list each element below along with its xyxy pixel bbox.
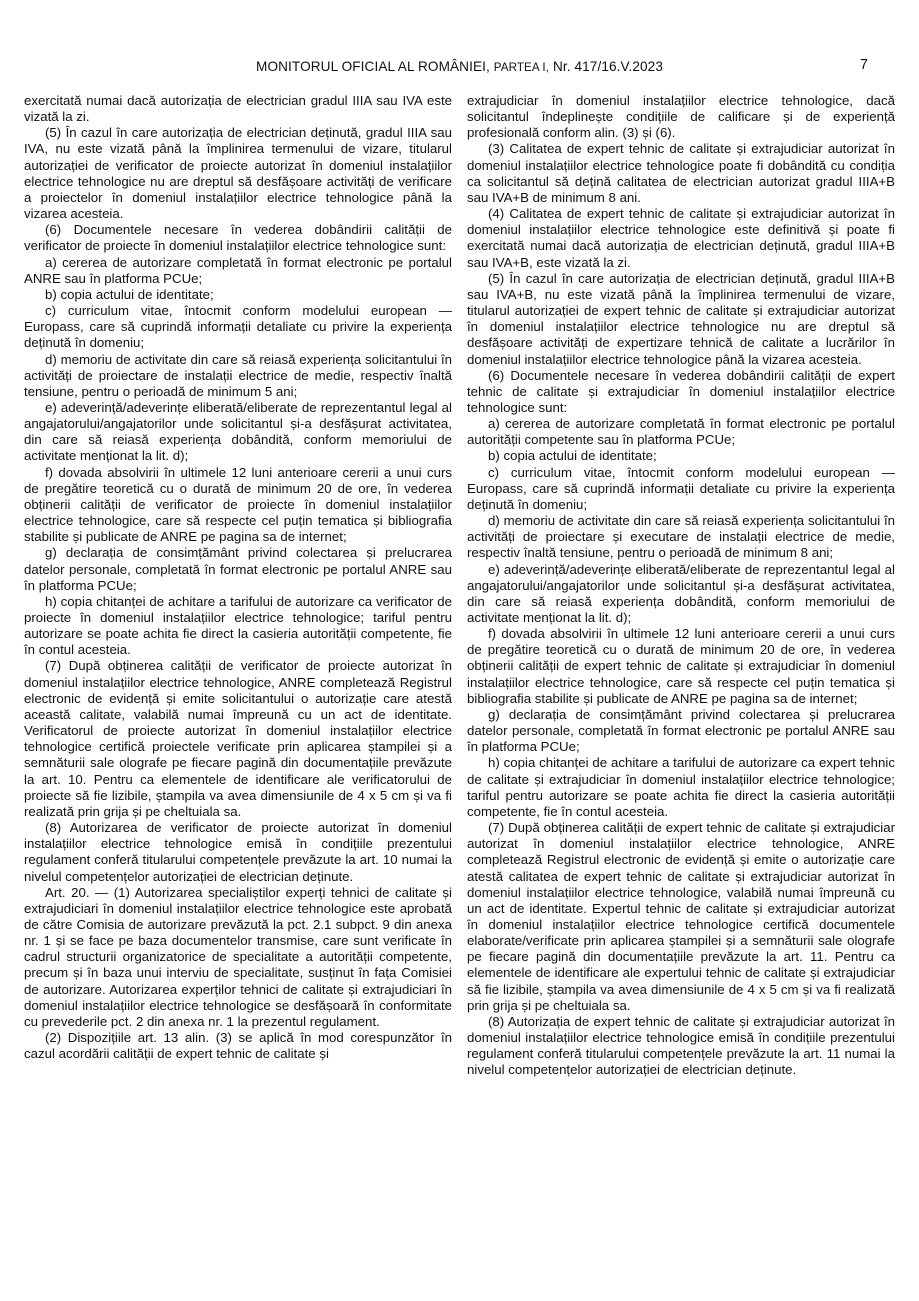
- paragraph: (2) Dispozițiile art. 13 alin. (3) se aplică în mod corespunzător în cazul acordării calității de expert tehnic de calitate și: [24, 1030, 452, 1062]
- paragraph: (6) Documentele necesare în vederea dobândirii calității de expert tehnic de calitate și extrajudiciar în domeniul instalațiilor electrice tehnologice sunt:: [467, 367, 895, 415]
- article-paragraph: Art. 20. — (1) Autorizarea specialiștilor experți tehnici de calitate și extrajudiciari în domeniul instalațiilor electrice tehnologice este aprobată de către Comisia de autorizare prevăzută la pct. 2.1 subpct. 9 din anexa nr. 1 și se face pe baza documentelor transmise, care sunt verificate în cadrul structurii organizatorice de specialitate a autorității competente, precum și în baza unui interviu de specialitate, susținut în fața Comisiei de autorizare. Autorizarea experților tehnici de calitate și extrajudiciari în domeniul instalațiilor electrice tehnologice se desfășoară în conformitate cu prevederile pct. 2 din anexa nr. 1 la prezentul regulament.: [24, 884, 452, 1029]
- paragraph: (5) În cazul în care autorizația de electrician deținută, gradul IIIA+B sau IVA+B, nu este vizată până la împlinirea termenului de vizare, titularul autorizației de expert tehnic de calitate și extrajudiciar autorizat în domeniul instalațiilor electrice tehnologice nu are dreptul să desfășoare activități de expertizare tehnică de calitate a lucrărilor în domeniul instalațiilor electrice tehnologice până la vizarea acesteia.: [467, 270, 895, 367]
- page-number: 7: [859, 57, 868, 73]
- paragraph: (3) Calitatea de expert tehnic de calitate și extrajudiciar autorizat în domeniul instalațiilor electrice tehnologice poate fi dobândită cu condiția ca solicitantul să dețină calitatea de electrician autorizat gradul IIIA+B sau IVA+B de minimum 8 ani.: [467, 141, 895, 205]
- paragraph: e) adeverință/adeverințe eliberată/eliberate de reprezentantul legal al angajatorului/angajatorilor unde solicitantul și-a desfășurat activitatea, din care să reiasă experiența dobândită, conform memoriului de activitate menționat la lit. d);: [467, 561, 895, 625]
- paragraph: f) dovada absolvirii în ultimele 12 luni anterioare cererii a unui curs de pregătire teoretică cu o durată de minimum 20 de ore, în vederea obținerii calității de expert tehnic de calitate și extrajudiciar în domeniul instalațiilor electrice tehnologice, care să respecte cel puțin tematica și bibliografia stabilite și publicate de ANRE pe pagina sa de internet;: [467, 626, 895, 706]
- paragraph: e) adeverință/adeverințe eliberată/eliberate de reprezentantul legal al angajatorului/angajatorilor unde solicitantul și-a desfășurat activitatea, din care să reiasă experiența dobândită, conform memoriului de activitate menționat la lit. d);: [24, 399, 452, 464]
- paragraph: h) copia chitanței de achitare a tarifului de autorizare ca expert tehnic de calitate și extrajudiciar în domeniul instalațiilor electrice tehnologice; tariful pentru autorizare se poate achita fie direct la casieria autorității competente, fie în contul acesteia.: [467, 755, 895, 819]
- header-issue: Nr. 417/16.V.2023: [552, 59, 663, 74]
- paragraph: b) copia actului de identitate;: [488, 448, 657, 464]
- paragraph: a) cererea de autorizare completată în format electronic pe portalul ANRE sau în platforma PCUe;: [24, 254, 452, 286]
- paragraph: (7) După obținerea calității de expert tehnic de calitate și extrajudiciar autorizat în domeniul instalațiilor electrice tehnologice, ANRE completează Registrul electronic de evidență și emite o autorizație care atestă calitatea de expert tehnic de calitate și extrajudiciar autorizat în domeniul instalațiilor electrice tehnologice, valabilă numai împreună cu un act de identitate. Expertul tehnic de calitate și extrajudiciar autorizat în domeniul instalațiilor electrice tehnologice certifică documentele elaborate/verificate prin aplicarea ștampilei și a semnăturii sale olografe pe fiecare pagină din documentațiile prevăzute la art. 11. Pentru ca elementele de identificare ale expertului tehnic de calitate și extrajudiciar să fie lizibile, ștampila va avea dimensiunile de 4 x 5 cm și va fi realizată prin grija și pe cheltuiala sa.: [467, 820, 895, 1013]
- paragraph: a) cererea de autorizare completată în format electronic pe portalul autorității competente sau în platforma PCUe;: [467, 416, 895, 448]
- header-title: MONITORUL OFICIAL AL ROMÂNIEI,: [256, 59, 490, 74]
- paragraph: (7) După obținerea calității de verificator de proiecte autorizat în domeniul instalațiilor electrice tehnologice, ANRE completează Registrul electronic de evidență și emite solicitantului o autorizație care atestă această calitate, valabilă numai împreună cu un act de identitate. Verificatorul de proiecte autorizat în domeniul instalațiilor electrice tehnologice certifică proiectele verificate prin aplicarea ștampilei și a semnăturii sale olografe pe fiecare pagină din documentațiile prevăzute la art. 10. Pentru ca elementele de identificare ale verificatorului de proiecte să fie lizibile, ștampila va avea dimensiunile de 4 x 5 cm și va fi realizată prin grija și pe cheltuiala sa.: [24, 658, 452, 819]
- right-column: [467, 93, 895, 1079]
- paragraph: (8) Autorizarea de verificator de proiecte autorizat în domeniul instalațiilor electrice tehnologice emisă în condițiile prezentului regulament conferă titularului competențele prevăzute la art. 10 numai la nivelul competențelor autorizației de electrician deținute.: [24, 820, 452, 884]
- paragraph: extrajudiciar în domeniul instalațiilor electrice tehnologice, dacă solicitantul îndeplinește condițiile de calificare și de experiență profesională conform alin. (3) și (6).: [467, 93, 895, 141]
- header-part: PARTEA I,: [493, 61, 550, 74]
- paragraph: c) curriculum vitae, întocmit conform modelului european — Europass, care să cuprindă informații detaliate cu privire la experiența deținută în domeniu;: [467, 464, 895, 512]
- left-column: [24, 93, 452, 1062]
- paragraph: g) declarația de consimțământ privind colectarea și prelucrarea datelor personale, completată în format electronic pe portalul ANRE sau în platforma PCUe;: [24, 545, 452, 593]
- paragraph: d) memoriu de activitate din care să reiasă experiența solicitantului în activități de proiectare de instalații electrice de medie, respectiv înaltă tensiune, pentru o perioadă de minimum 5 ani;: [24, 351, 452, 399]
- paragraph: h) copia chitanței de achitare a tarifului de autorizare ca verificator de proiecte în domeniul instalațiilor electrice tehnologice; tariful pentru autorizare se poate achita fie direct la casieria autorității competente, fie în contul acesteia.: [24, 593, 452, 658]
- paragraph: g) declarația de consimțământ privind colectarea și prelucrarea datelor personale, completată în format electronic pe portalul ANRE sau în platforma PCUe;: [467, 706, 895, 755]
- paragraph: (6) Documentele necesare în vederea dobândirii calității de verificator de proiecte în domeniul instalațiilor electrice tehnologice sunt:: [24, 222, 452, 254]
- paragraph: f) dovada absolvirii în ultimele 12 luni anterioare cererii a unui curs de pregătire teoretică cu o durată de minimum 20 de ore, în vederea obținerii calității de verificator de proiecte în domeniul instalațiilor electrice tehnologice, care să respecte cel puțin tematica și bibliografia stabilite și publicate de ANRE pe pagina sa de internet;: [24, 464, 452, 545]
- paragraph: c) curriculum vitae, întocmit conform modelului european — Europass, care să cuprindă informații detaliate cu privire la experiența deținută în domeniu;: [24, 303, 452, 351]
- paragraph: (5) În cazul în care autorizația de electrician deținută, gradul IIIA sau IVA, nu este vizată până la împlinirea termenului de vizare, titularul autorizației de verificator de proiecte autorizat în domeniul instalațiilor electrice tehnologice nu are dreptul să desfășoare activități de verificare a proiectelor în domeniul instalațiilor electrice tehnologice până la vizarea acesteia.: [24, 125, 452, 222]
- paragraph: b) copia actului de identitate;: [45, 286, 214, 302]
- paragraph: exercitată numai dacă autorizația de electrician gradul IIIA sau IVA este vizată la zi.: [24, 93, 452, 125]
- paragraph: d) memoriu de activitate din care să reiasă experiența solicitantului în activități de proiectare și executare de instalații electrice de medie, respectiv înaltă tensiune, pentru o perioadă de minimum 8 ani;: [467, 513, 895, 561]
- paragraph: (4) Calitatea de expert tehnic de calitate și extrajudiciar autorizat în domeniul instalațiilor electrice tehnologice este definitivă și poate fi exercitată numai dacă autorizația de electrician deținută, gradul IIIA+B sau IVA+B, este vizată la zi.: [467, 206, 895, 270]
- page-header: [24, 59, 895, 74]
- paragraph: (8) Autorizația de expert tehnic de calitate și extrajudiciar autorizat în domeniul instalațiilor electrice tehnologice emisă în condițiile prezentului regulament conferă titularului competențele prevăzute la art. 11 numai la nivelul competențelor autorizației de electrician deținute.: [467, 1013, 895, 1078]
